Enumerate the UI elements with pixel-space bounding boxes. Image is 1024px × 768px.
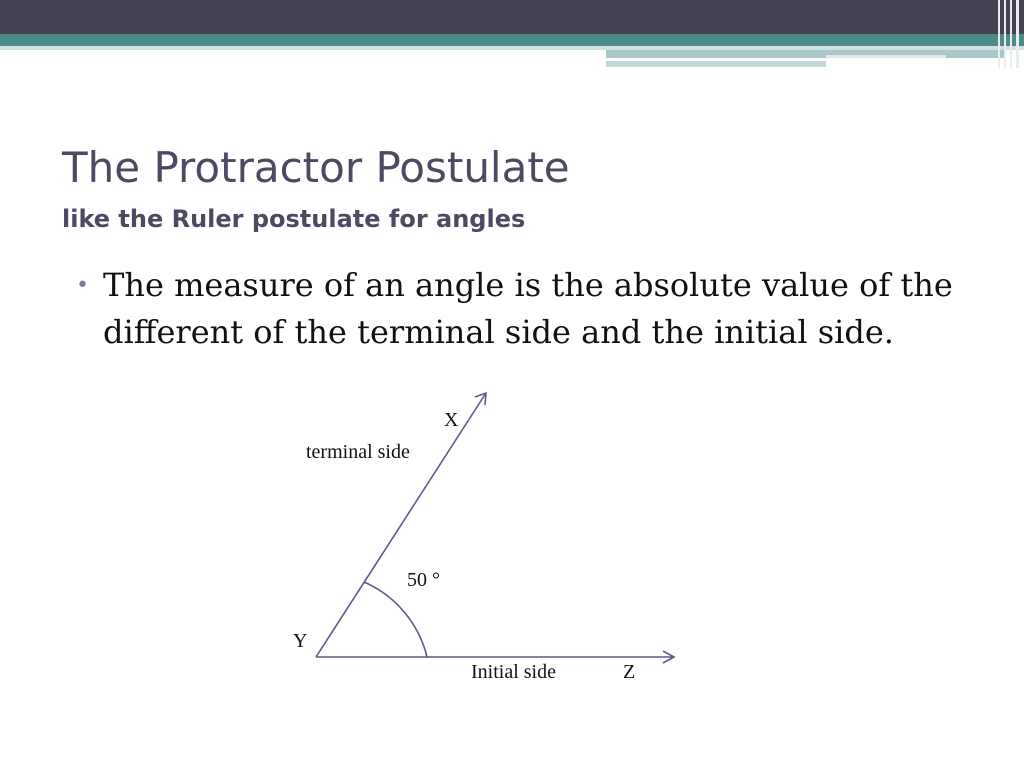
- slide-title: The Protractor Postulate: [62, 143, 570, 192]
- slide-subtitle: like the Ruler postulate for angles: [62, 205, 526, 233]
- point-label-y: Y: [293, 630, 308, 652]
- point-label-x: X: [444, 409, 459, 431]
- initial-side-label: Initial side: [471, 661, 556, 683]
- bullet-marker: •: [76, 273, 89, 298]
- angle-arc: [364, 582, 427, 657]
- terminal-side-ray: [316, 393, 486, 657]
- angle-measure-label: 50 °: [407, 569, 440, 591]
- point-label-z: Z: [623, 661, 636, 683]
- terminal-side-label: terminal side: [306, 441, 410, 463]
- bullet-text: The measure of an angle is the absolute value of the different of the terminal side and the initial side.: [103, 266, 953, 351]
